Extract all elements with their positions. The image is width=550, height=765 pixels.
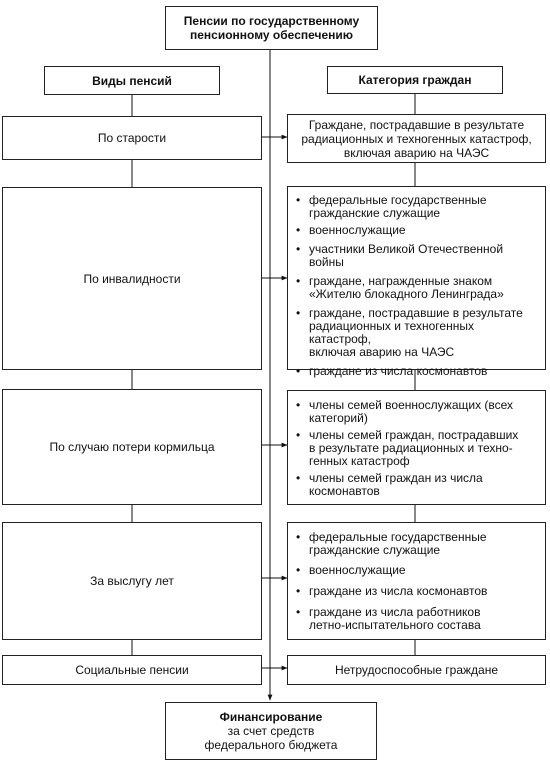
pension-type-label: По случаю потери кормильца [49,440,215,454]
financing-line2: за счет средств [227,724,315,738]
category-social-label: Нетрудоспособные граждане [334,663,499,677]
category-item: • члены семей военнослужащих (всех категорий) [296,399,539,425]
category-item: • граждане из числа космонавтов [296,585,539,598]
financing-title: Финансирование [219,710,323,724]
category-box-survivor [287,390,546,505]
category-item: • федеральные государственные гражданские служащие [296,531,539,557]
pension-type-box [2,522,262,640]
pension-type-label: По инвалидности [83,271,181,286]
financing-line3: федерального бюджета [204,738,338,752]
category-item: • граждане из числа работников летно-испытательного состава [296,606,539,632]
category-line: включая аварию на ЧАЭС [343,145,490,160]
top-title-line1: Пенсии по государственному [183,14,360,28]
category-item: • граждане, награжденные знаком «Жителю блокадного Ленинграда» [296,275,539,301]
left-header-box [44,66,220,95]
category-item: • военнослужащие [296,564,539,577]
category-item: • члены семей граждан из числа космонавтов [296,472,539,498]
category-line: радиационных и техногенных катастроф, [301,131,532,146]
category-box-disability [287,186,546,378]
financing-box [165,702,377,760]
left-header-label: Виды пенсий [92,73,172,88]
category-box-old-age [287,114,546,163]
pension-type-box [2,655,262,685]
right-header-label: Категория граждан [358,73,472,87]
pension-type-label: За выслугу лет [90,574,174,588]
pension-type-label: Социальные пенсии [75,663,189,677]
category-item: • граждане из числа космонавтов [296,365,539,378]
pension-type-box [2,389,262,505]
category-item: • члены семей граждан, пострадавших в результате радиационных и техно- генных катастроф [296,429,539,468]
pension-type-box [2,116,262,160]
pension-type-box [2,187,262,370]
category-item: • военнослужащие [296,224,539,237]
top-title-box [165,6,378,50]
pension-type-label: По старости [97,131,167,145]
category-box-long-service [287,522,546,640]
top-title-line2: пенсионному обеспечению [189,28,353,42]
category-item: • федеральные государственные гражданские служащие [296,194,539,220]
category-line: Граждане, пострадавшие в результате [308,117,525,132]
right-header-box [327,66,503,94]
category-box-social [287,655,546,685]
category-item: • граждане, пострадавшие в результате радиационных и техногенных катастроф, включая аварию на ЧАЭС [296,307,539,359]
category-item: • участники Великой Отечественной войны [296,243,539,269]
